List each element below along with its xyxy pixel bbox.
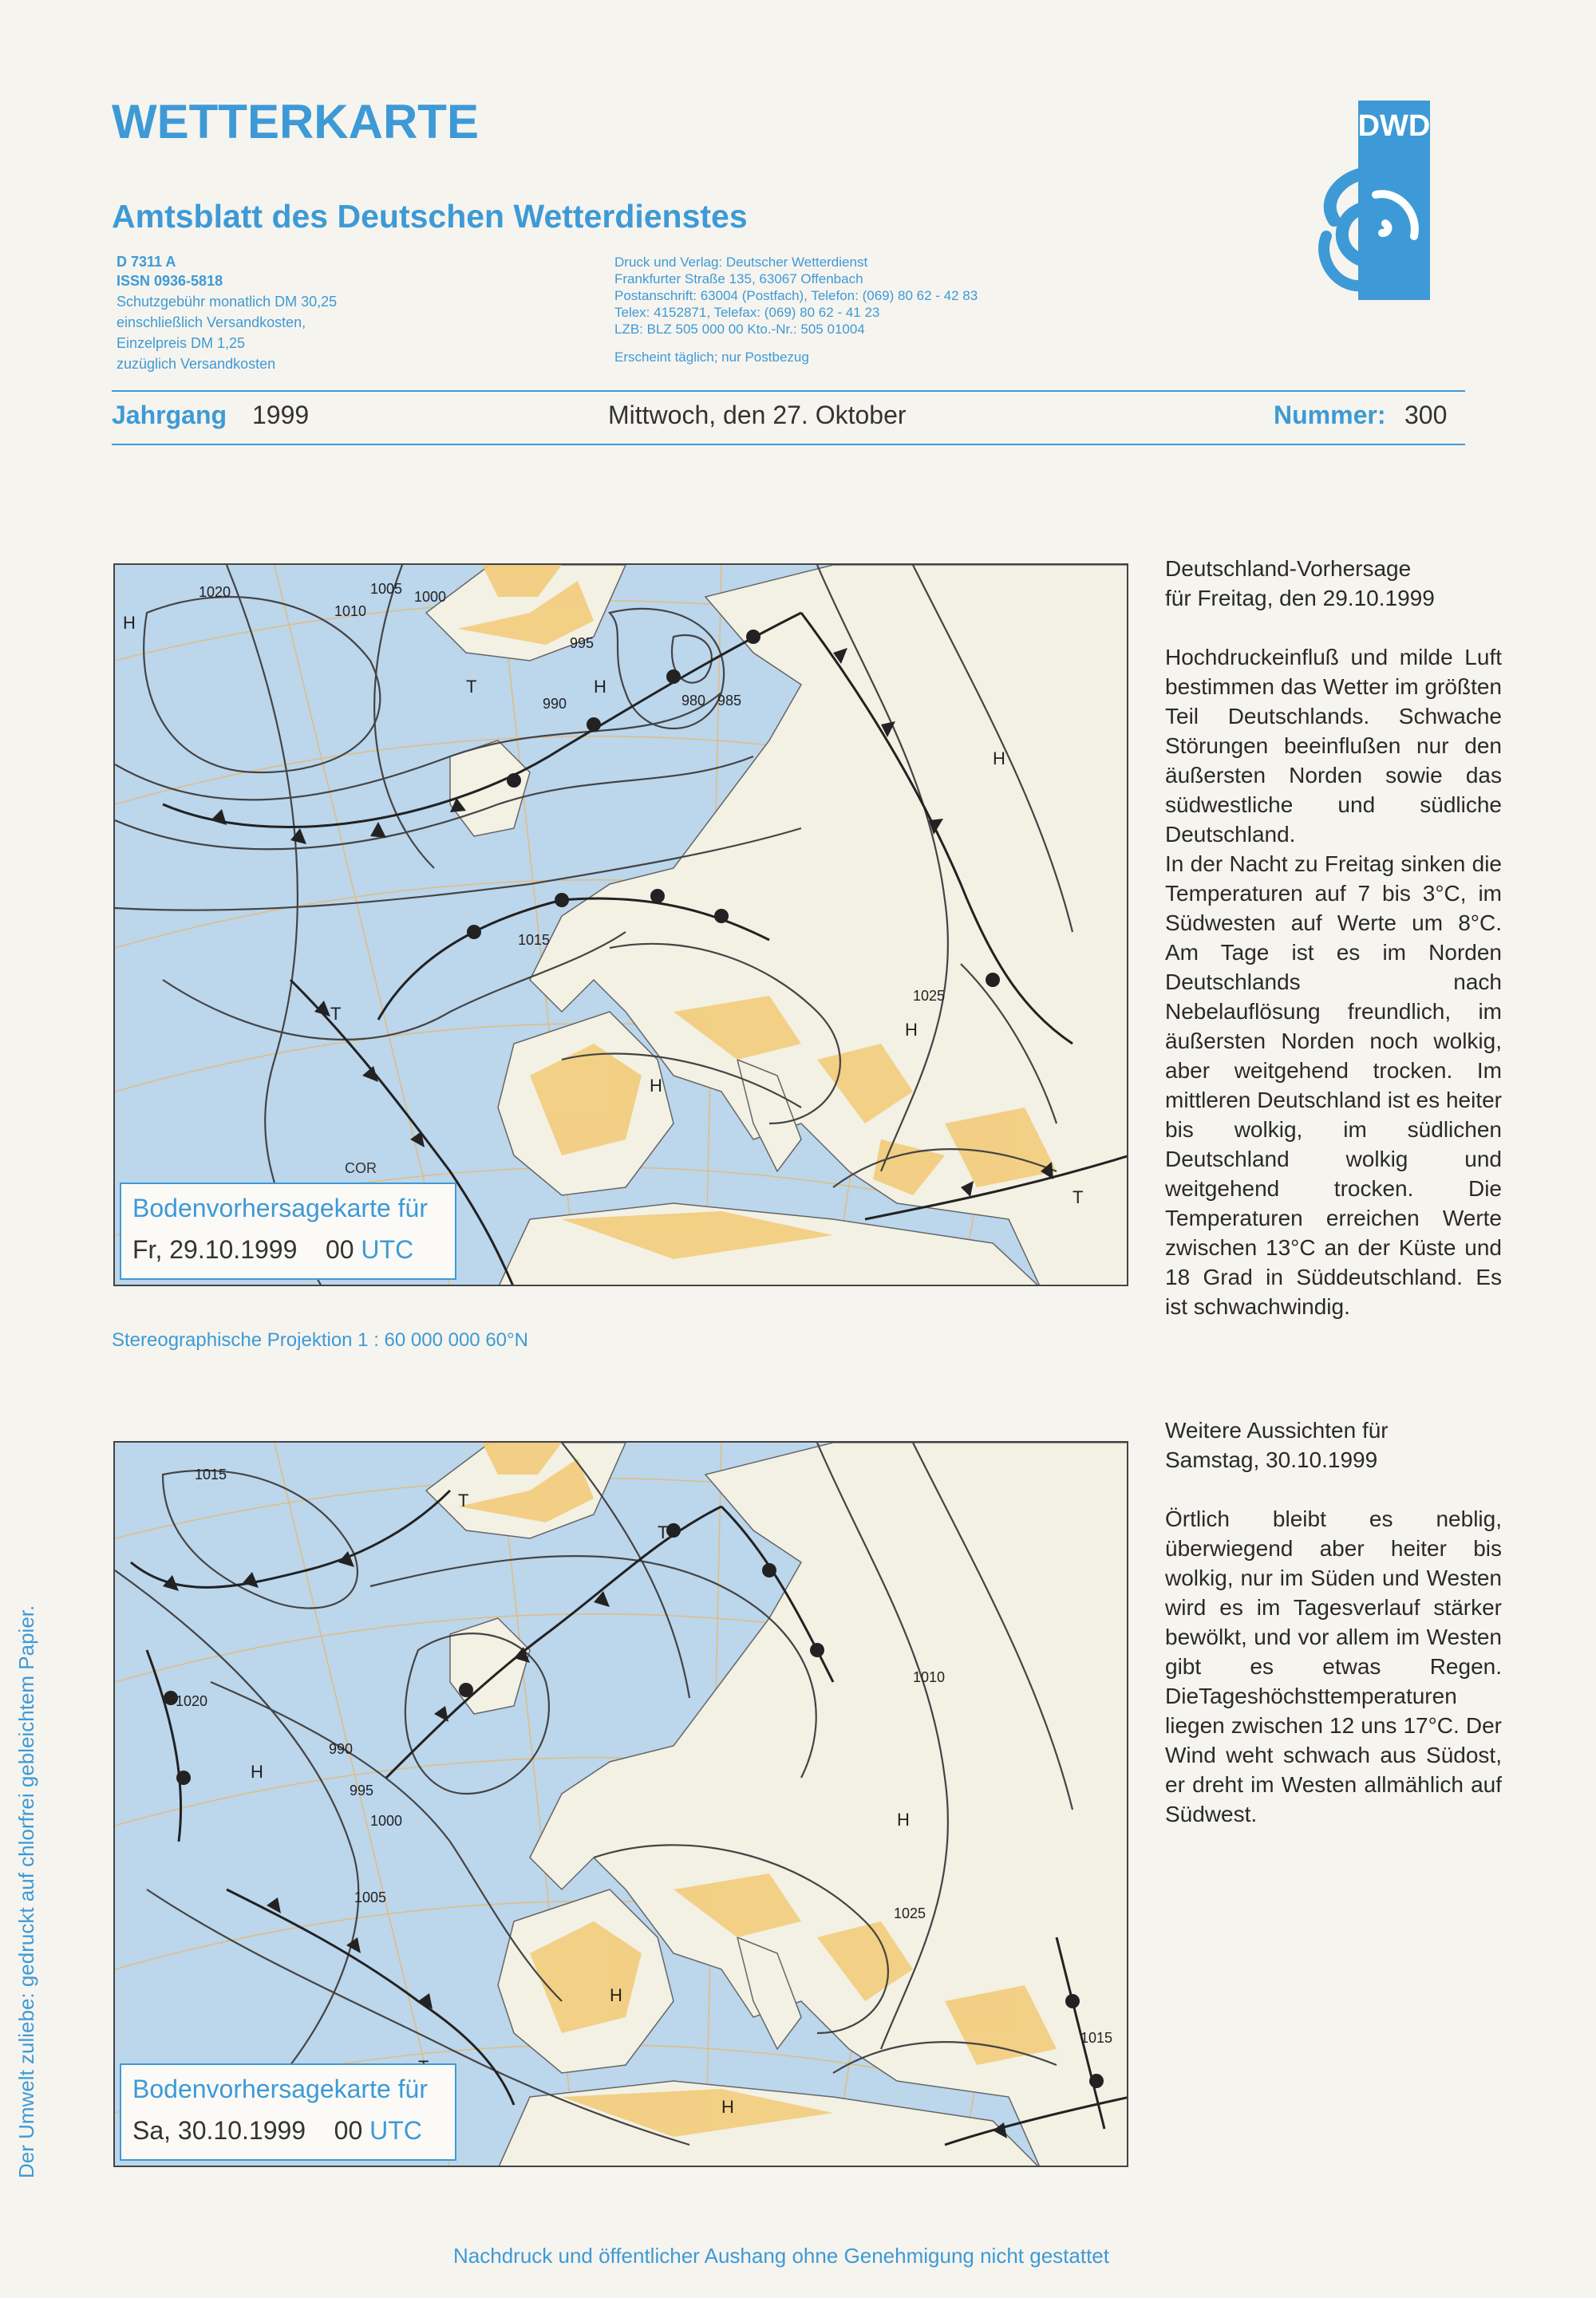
publisher-line: Postanschrift: 63004 (Postfach), Telefon: (069) 80 62 - 42 83	[614, 288, 978, 303]
isobar-label: 1020	[176, 1693, 208, 1709]
isobar-label: 1015	[518, 932, 551, 948]
pressure-center: H	[123, 613, 136, 633]
isobar-label: 1015	[195, 1467, 227, 1483]
forecast-paragraph: Hochdruckeinfluß und milde Luft bestimmen das Wetter im größten Teil Deutschlands. Schwache Störungen beeinflußen nur den äußersten Norden sowie das südwestliche und südliche Deutschland.	[1165, 645, 1502, 847]
forecast-heading-line: Samstag, 30.10.1999	[1165, 1447, 1378, 1472]
isobar-label: 1010	[913, 1669, 946, 1685]
delivery-note: Erscheint täglich; nur Postbezug	[614, 349, 809, 365]
map-caption-utc: UTC	[369, 2116, 422, 2145]
publisher-line: Frankfurter Straße 135, 63067 Offenbach	[614, 271, 863, 286]
issue-date: Mittwoch, den 27. Oktober	[608, 401, 907, 429]
map-caption-datetime	[132, 1235, 413, 1265]
pressure-center: H	[251, 1762, 263, 1782]
forecast-map-friday	[113, 563, 1128, 1286]
forecast-germany-friday	[1165, 554, 1502, 1321]
forecast-heading-line: Deutschland-Vorhersage	[1165, 556, 1412, 581]
map-caption-title: Bodenvorhersagekarte für	[132, 2075, 428, 2103]
isobar-label: 1005	[370, 581, 403, 597]
isobar-label: 985	[717, 693, 742, 709]
isobar-label: 1025	[894, 1905, 926, 1921]
pressure-center: T	[1073, 1187, 1084, 1207]
pressure-center: T	[330, 1004, 342, 1024]
isobar-label: 1010	[334, 603, 367, 619]
publisher-line: Telex: 4152871, Telefax: (069) 80 62 - 41 23	[614, 305, 880, 320]
isobar-label: 1000	[370, 1813, 403, 1829]
fee-line: Schutzgebühr monatlich DM 30,25	[117, 294, 338, 310]
isobar-label: 980	[681, 693, 706, 709]
publication-code: D 7311 A	[117, 254, 176, 270]
isobar-label: 1005	[354, 1889, 387, 1905]
isobar-label: 990	[543, 696, 567, 712]
pressure-center: T	[458, 1491, 469, 1510]
page-title: WETTERKARTE	[112, 95, 479, 148]
projection-note: Stereographische Projektion 1 : 60 000 000 60°N	[112, 1329, 528, 1351]
forecast-heading	[1165, 554, 1502, 613]
divider	[112, 444, 1465, 445]
isobar-label: 1020	[199, 584, 231, 600]
isobar-label: 1000	[414, 589, 447, 605]
issn: ISSN 0936-5818	[117, 273, 223, 289]
correction-mark: COR	[345, 1160, 377, 1176]
isobar-label: 1015	[1080, 2030, 1113, 2046]
pressure-center: H	[610, 1985, 622, 2005]
pressure-center: H	[897, 1810, 910, 1830]
divider	[112, 390, 1465, 392]
forecast-paragraph: In der Nacht zu Freitag sinken die Temperaturen auf 7 bis 3°C, im Südwesten auf Werte um 8°C. Am Tage ist es im Norden Deutschlands nach Nebelauflösung freundlich, im äußersten Norden noch wolkig, aber weitgehend trocken. Im mittleren Deutschland ist es heiter bis wolkig, im südlichen Deutschland wolkig und weitgehend trocken. Die Temperaturen erreichen Werte zwischen 13°C an der Küste und 18 Grad in Süddeutschland. Es ist schwachwindig.	[1165, 851, 1502, 1319]
jahrgang-label: Jahrgang	[112, 401, 227, 429]
dwd-logo	[1302, 101, 1443, 300]
map-caption-date: Sa, 30.10.1999	[132, 2116, 306, 2145]
pressure-center: H	[905, 1020, 918, 1040]
logo-text: DWD	[1357, 109, 1431, 143]
map-caption-title: Bodenvorhersagekarte für	[132, 1194, 428, 1222]
map-caption	[120, 2063, 456, 2161]
pressure-center: H	[993, 748, 1005, 768]
publisher-line: LZB: BLZ 505 000 00 Kto.-Nr.: 505 01004	[614, 322, 865, 337]
nummer-label: Nummer:	[1274, 401, 1386, 429]
weather-map-graphic	[115, 565, 1128, 1286]
map-caption-utc: UTC	[361, 1235, 414, 1264]
publication-info	[117, 252, 337, 373]
pressure-center: T	[466, 677, 477, 697]
forecast-heading	[1165, 1416, 1502, 1475]
environment-note: Der Umwelt zuliebe: gedruckt auf chlorfrei gebleichtem Papier.	[14, 1605, 38, 2178]
forecast-map-saturday	[113, 1441, 1128, 2167]
weather-map-graphic	[115, 1443, 1128, 2167]
page-subtitle: Amtsblatt des Deutschen Wetterdienstes	[112, 198, 748, 235]
map-caption	[120, 1160, 456, 1280]
isobar-label: 1025	[913, 988, 946, 1004]
publisher-line: Druck und Verlag: Deutscher Wetterdienst	[614, 255, 868, 270]
pressure-center: H	[594, 677, 606, 697]
fee-line: zuzüglich Versandkosten	[117, 356, 276, 372]
footer-note: Nachdruck und öffentlicher Aushang ohne Genehmigung nicht gestattet	[453, 2244, 1109, 2268]
map-caption-datetime	[132, 2116, 422, 2146]
forecast-paragraph: Örtlich bleibt es neblig, überwiegend aber heiter bis wolkig, nur im Süden und Westen wird es im Tagesverlauf stärker bewölkt, und vor allem im Westen gibt es etwas Regen. DieTageshöchsttemperaturen liegen zwischen 12 uns 17°C. Der Wind weht schwach aus Südost, er dreht im Westen allmählich auf Südwest.	[1165, 1506, 1502, 1826]
pressure-center: T	[658, 1522, 669, 1542]
forecast-outlook-saturday	[1165, 1416, 1502, 1829]
forecast-heading-line: Weitere Aussichten für	[1165, 1418, 1389, 1443]
fee-line: Einzelpreis DM 1,25	[117, 335, 246, 351]
isobar-label: 990	[329, 1741, 354, 1757]
jahrgang-value: 1999	[252, 401, 310, 429]
map-caption-date: Fr, 29.10.1999	[132, 1235, 298, 1264]
isobar-label: 995	[350, 1783, 374, 1799]
fee-line: einschließlich Versandkosten,	[117, 314, 306, 330]
issue-row	[112, 401, 1465, 436]
nummer-value: 300	[1404, 401, 1448, 429]
map-caption-time: 00	[325, 1235, 354, 1264]
pressure-center: H	[721, 2097, 734, 2117]
map-caption-time: 00	[334, 2116, 363, 2145]
isobar-label: 995	[570, 635, 595, 651]
pressure-center: H	[650, 1076, 662, 1096]
publisher-info	[614, 254, 978, 365]
forecast-heading-line: für Freitag, den 29.10.1999	[1165, 586, 1435, 610]
